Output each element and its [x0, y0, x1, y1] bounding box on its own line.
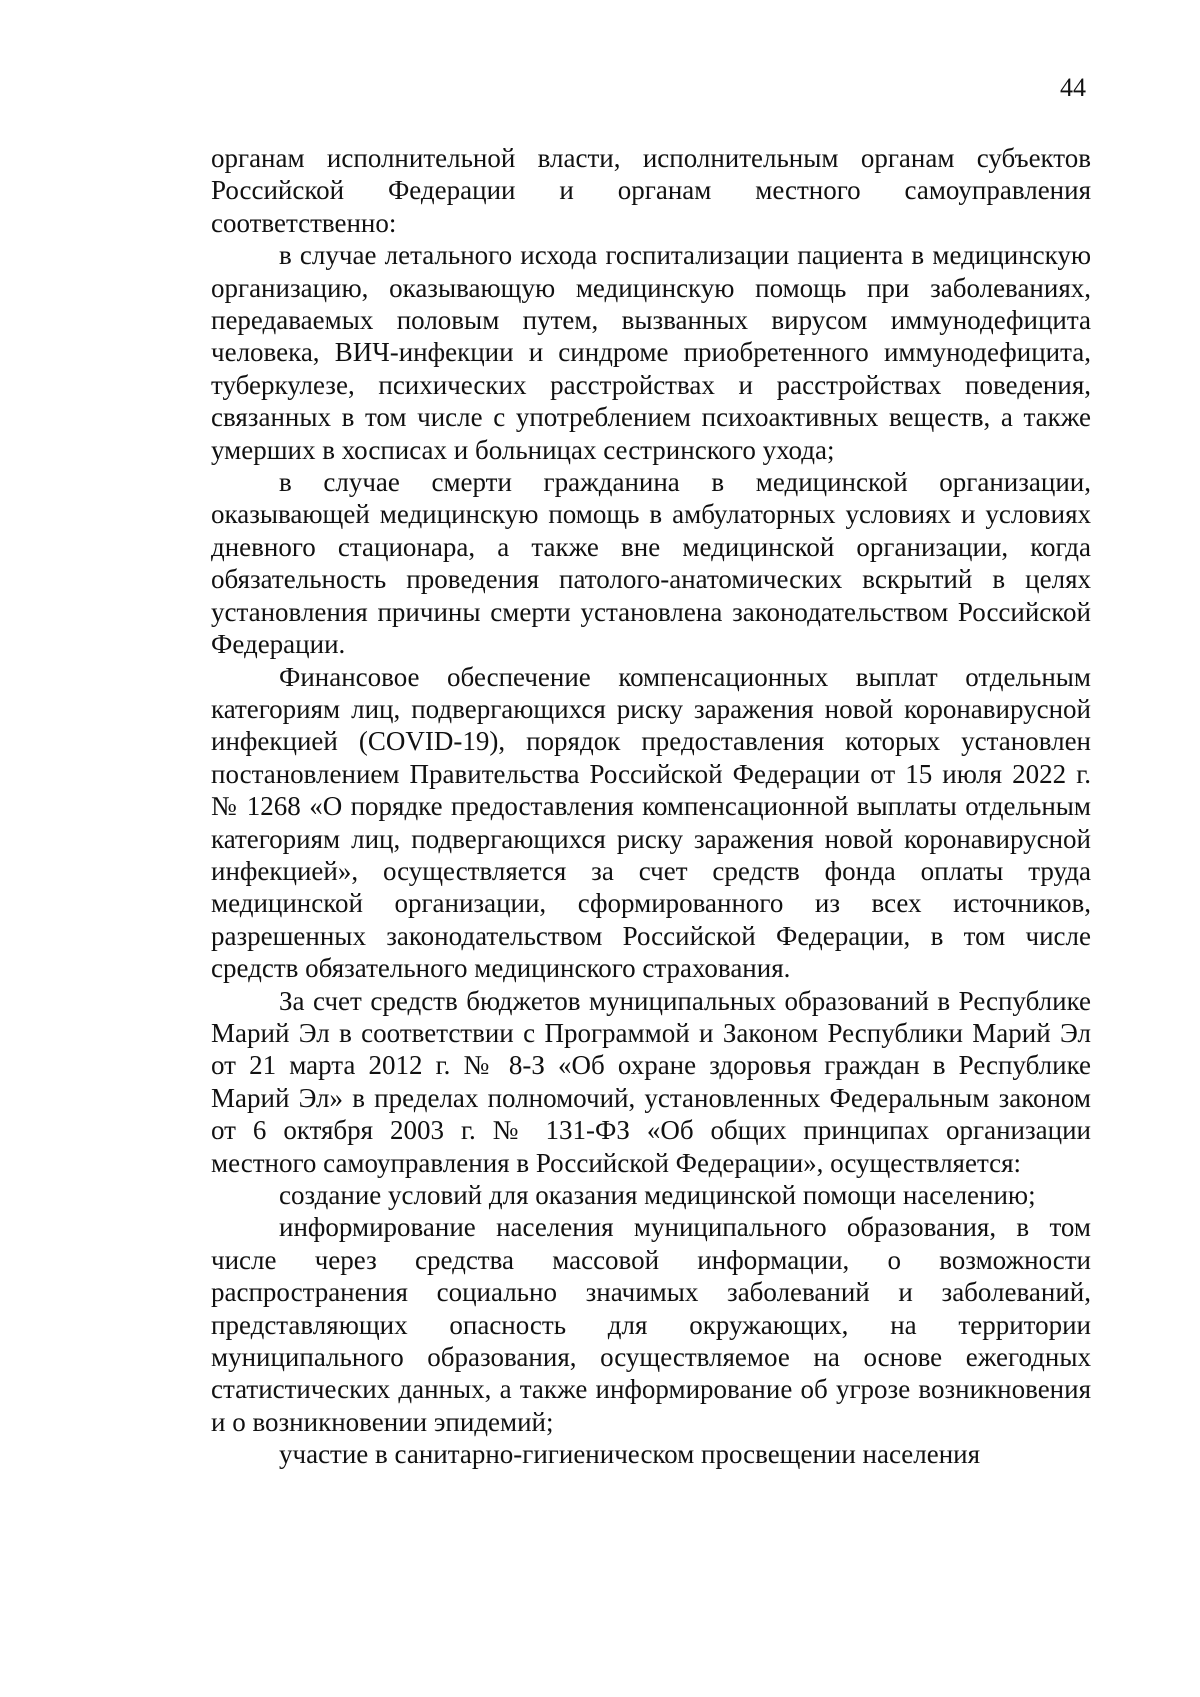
- paragraph: в случае летального исхода госпитализации пациента в медицинскую организацию, оказывающую медицинскую помощь при заболеваниях, передаваемых половым путем, вызванных вирусом иммунодефицита человека, ВИЧ-инфекции и синдроме приобретенного иммунодефицита, туберкулезе, психических расстройствах и расстройствах поведения, связанных в том числе с употреблением психоактивных веществ, а также умерших в хосписах и больницах сестринского ухода;: [211, 240, 1091, 465]
- paragraph: в случае смерти гражданина в медицинской организации, оказывающей медицинскую помощь в амбулаторных условиях и условиях дневного стационара, а также вне медицинской организации, когда обязательность проведения патолого-анатомических вскрытий в целях установления причины смерти установлена законодательством Российской Федерации.: [211, 467, 1091, 660]
- document-body: [211, 142, 1091, 1471]
- paragraph: Финансовое обеспечение компенсационных выплат отдельным категориям лиц, подвергающихся риску заражения новой коронавирусной инфекцией (COVID-19), порядок предоставления которых установлен постановлением Правительства Российской Федерации от 15 июля 2022 г. № 1268 «О порядке предоставления компенсационной выплаты отдельным категориям лиц, подвергающихся риску заражения новой коронавирусной инфекцией», осуществляется за счет средств фонда оплаты труда медицинской организации, сформированного из всех источников, разрешенных законодательством Российской Федерации, в том числе средств обязательного медицинского страхования.: [211, 661, 1091, 984]
- paragraph: участие в санитарно-гигиеническом просвещении населения: [279, 1439, 981, 1470]
- page-number: 44: [1060, 73, 1086, 102]
- paragraph: За счет средств бюджетов муниципальных образований в Республике Марий Эл в соответствии с Программой и Законом Республики Марий Эл от 21 марта 2012 г. № 8-З «Об охране здоровья граждан в Республике Марий Эл» в пределах полномочий, установленных Федеральным законом от 6 октября 2003 г. № 131-ФЗ «Об общих принципах организации местного самоуправления в Российской Федерации», осуществляется:: [211, 985, 1091, 1178]
- paragraph: создание условий для оказания медицинской помощи населению;: [279, 1180, 1036, 1210]
- paragraph: информирование населения муниципального образования, в том числе через средства массовой информации, о возможности распространения социально значимых заболеваний и заболеваний, представляющих опасность для окружающих, на территории муниципального образования, осуществляемое на основе ежегодных статистических данных, а также информирование об угрозе возникновения и о возникновении эпидемий;: [211, 1212, 1091, 1437]
- paragraph: органам исполнительной власти, исполнительным органам субъектов Российской Федерации и органам местного самоуправления соответственно:: [211, 143, 1091, 238]
